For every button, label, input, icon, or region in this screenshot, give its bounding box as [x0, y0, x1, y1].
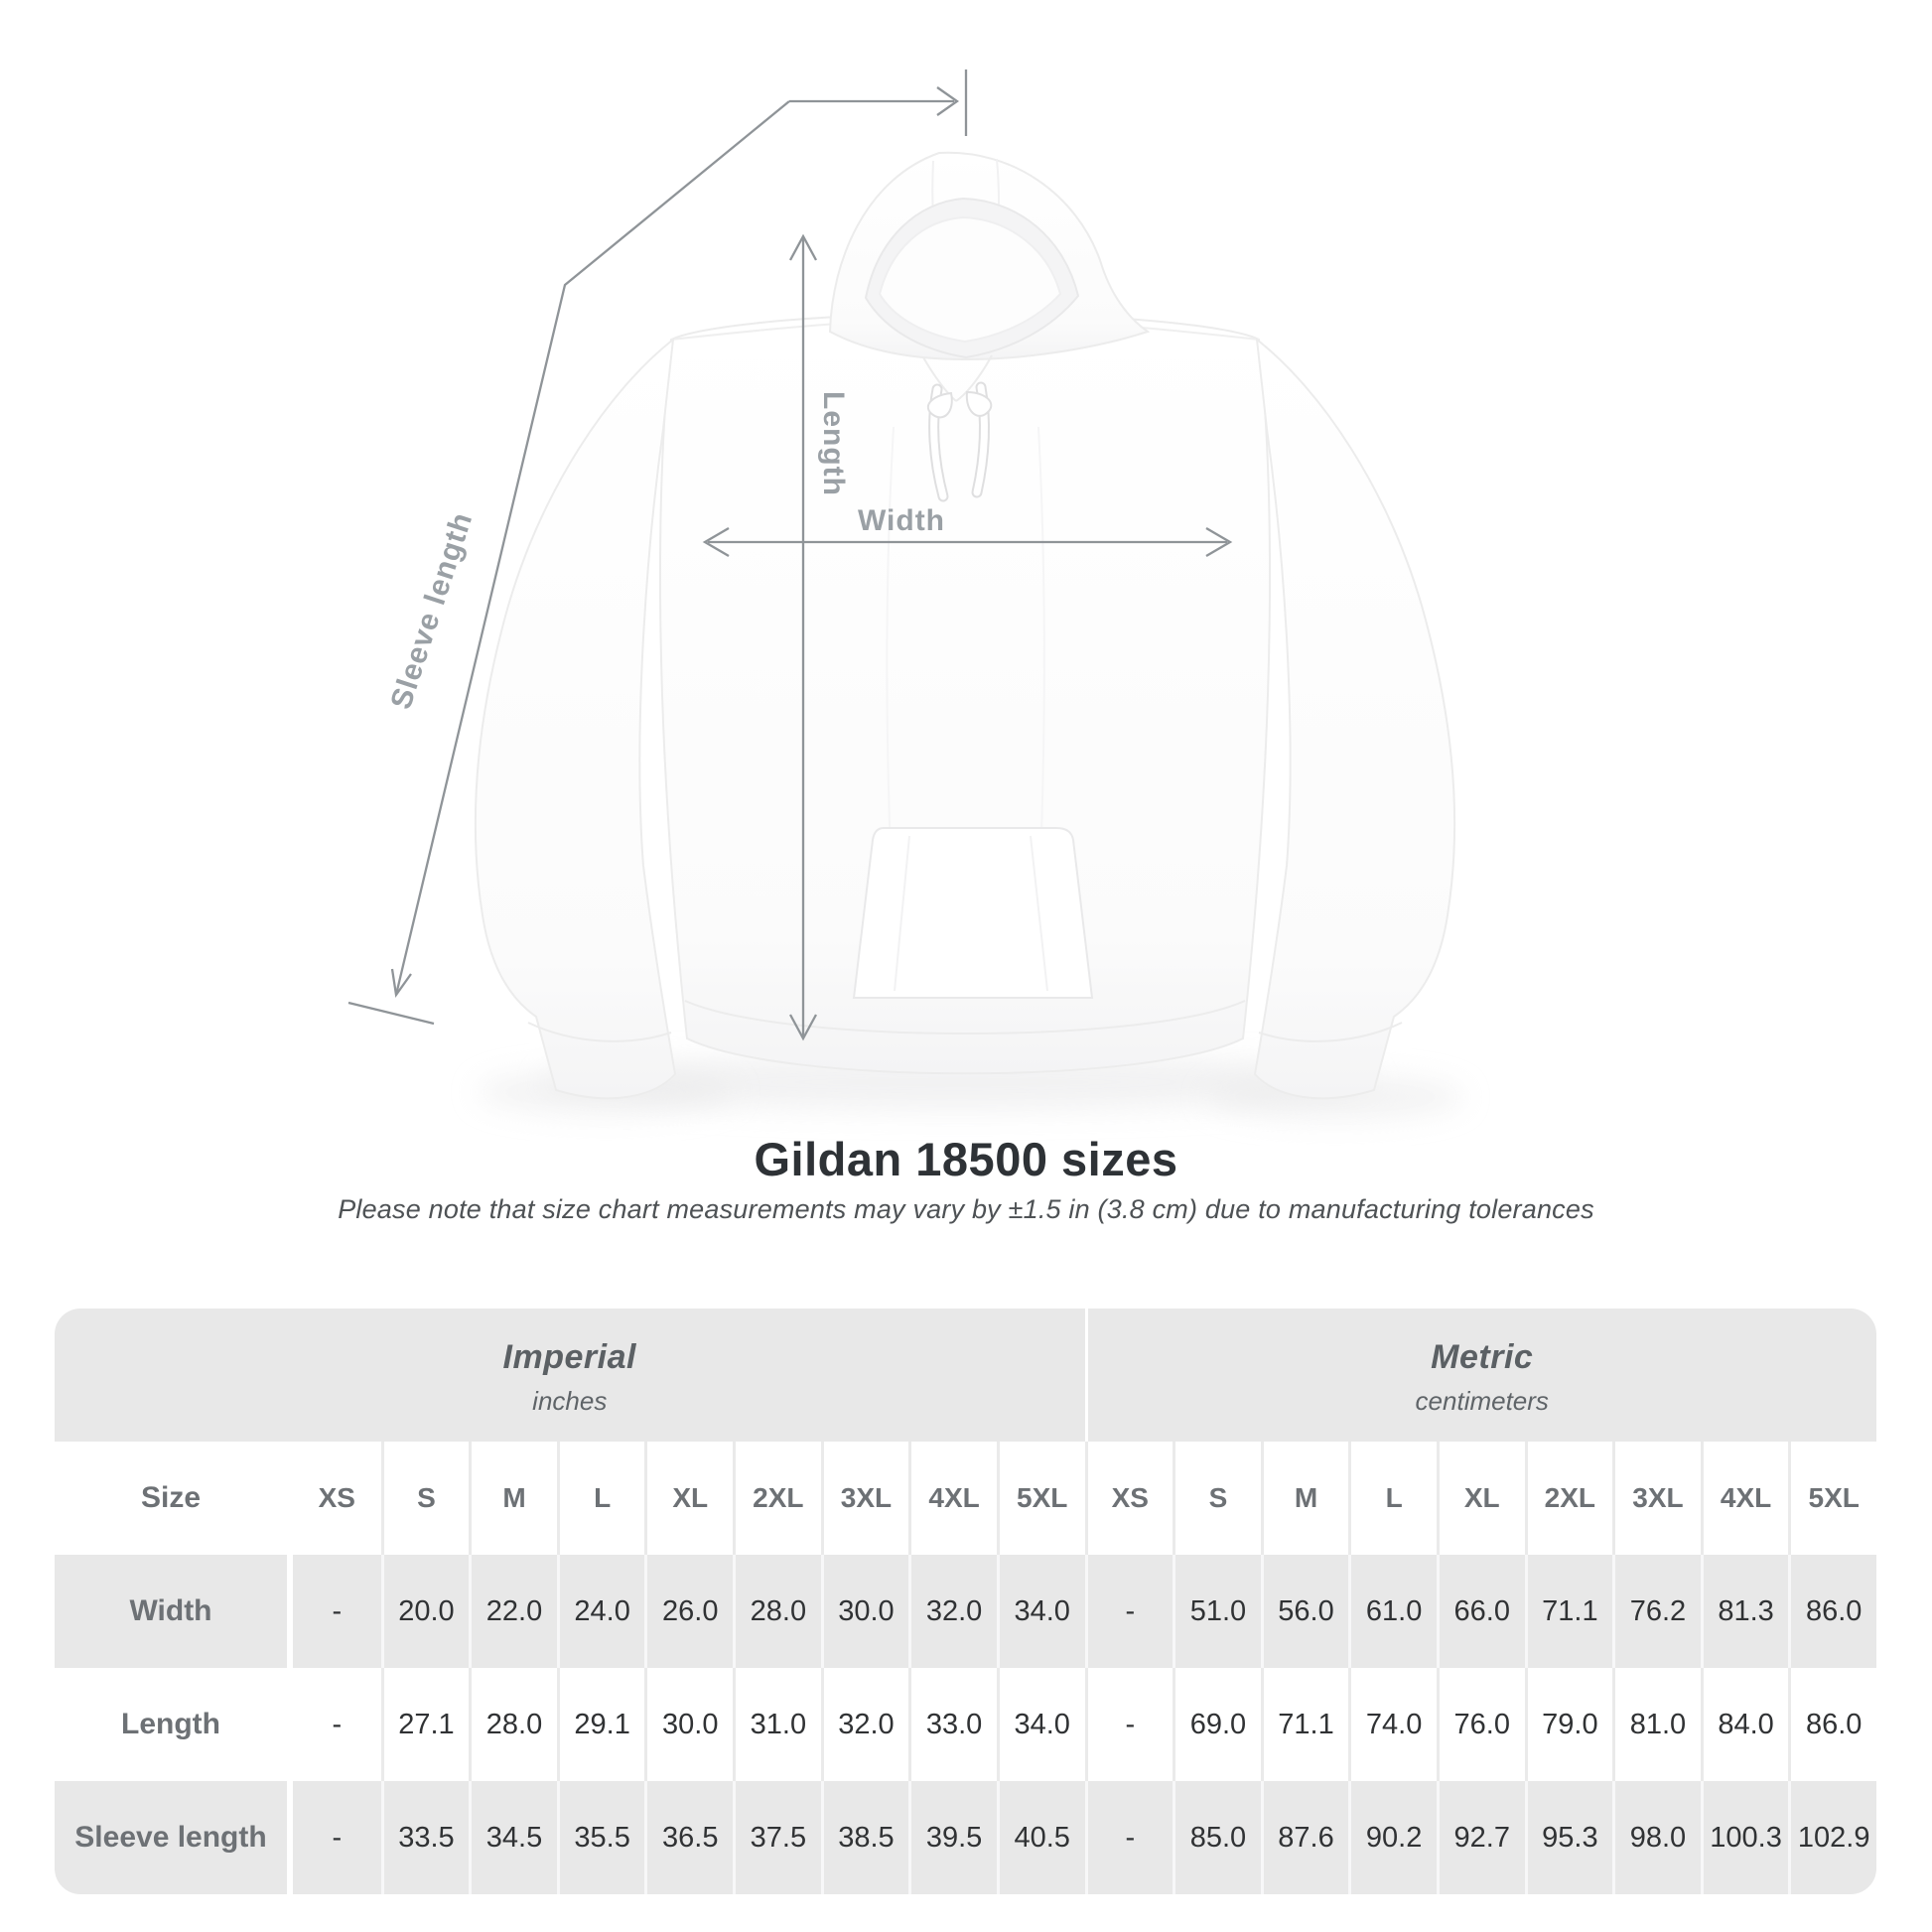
value-cell: 32.0	[908, 1555, 997, 1668]
sleeve-length-measure-label: Sleeve length	[384, 507, 480, 714]
value-cell: 86.0	[1788, 1555, 1876, 1668]
value-cell: 81.3	[1701, 1555, 1789, 1668]
value-cell: 76.2	[1612, 1555, 1701, 1668]
value-cell: -	[1085, 1781, 1173, 1894]
value-cell: 71.1	[1525, 1555, 1613, 1668]
unit-title: Metric	[1431, 1337, 1534, 1376]
header-cell: M	[1261, 1442, 1349, 1555]
value-cell: 61.0	[1348, 1555, 1437, 1668]
value-cell: 28.0	[469, 1668, 557, 1781]
value-cell: 92.7	[1437, 1781, 1525, 1894]
value-cell: 90.2	[1348, 1781, 1437, 1894]
value-cell: 24.0	[557, 1555, 645, 1668]
value-cell: -	[293, 1555, 381, 1668]
value-cell: 102.9	[1788, 1781, 1876, 1894]
header-cell: XS	[293, 1442, 381, 1555]
value-cell: 74.0	[1348, 1668, 1437, 1781]
value-cell: 85.0	[1173, 1781, 1261, 1894]
value-cell: 87.6	[1261, 1781, 1349, 1894]
value-cell: 66.0	[1437, 1555, 1525, 1668]
width-measure-label: Width	[857, 504, 946, 537]
row-label: Length	[55, 1668, 287, 1781]
kangaroo-pocket	[854, 828, 1092, 998]
value-cell: 34.0	[997, 1555, 1085, 1668]
value-cell: 30.0	[821, 1555, 909, 1668]
value-cell: 36.5	[644, 1781, 733, 1894]
value-cell: 84.0	[1701, 1668, 1789, 1781]
value-cell: 79.0	[1525, 1668, 1613, 1781]
value-cell: 69.0	[1173, 1668, 1261, 1781]
table-row-length	[55, 1668, 1876, 1781]
value-cell: 27.1	[381, 1668, 470, 1781]
unit-group-imperial	[55, 1309, 1085, 1442]
header-cell: S	[1173, 1442, 1261, 1555]
value-cell: 98.0	[1612, 1781, 1701, 1894]
header-cell: M	[469, 1442, 557, 1555]
value-cell: 95.3	[1525, 1781, 1613, 1894]
value-cell: 39.5	[908, 1781, 997, 1894]
header-cell: 2XL	[733, 1442, 821, 1555]
value-cell: 38.5	[821, 1781, 909, 1894]
value-cell: 51.0	[1173, 1555, 1261, 1668]
length-measure-label: Length	[817, 391, 850, 496]
value-cell: 71.1	[1261, 1668, 1349, 1781]
unit-sublabel: inches	[532, 1385, 608, 1416]
unit-title: Imperial	[502, 1337, 636, 1376]
value-cell: 76.0	[1437, 1668, 1525, 1781]
value-cell: 86.0	[1788, 1668, 1876, 1781]
row-label: Sleeve length	[55, 1781, 287, 1894]
value-cell: 31.0	[733, 1668, 821, 1781]
value-cell: 35.5	[557, 1781, 645, 1894]
size-column-header: Size	[55, 1442, 287, 1555]
value-cell: -	[293, 1668, 381, 1781]
unit-group-metric	[1085, 1309, 1877, 1442]
header-cell: 3XL	[1612, 1442, 1701, 1555]
header-cell: XL	[644, 1442, 733, 1555]
header-cell: L	[1348, 1442, 1437, 1555]
value-cell: 26.0	[644, 1555, 733, 1668]
header-cell: L	[557, 1442, 645, 1555]
header-cell: 4XL	[908, 1442, 997, 1555]
value-cell: 81.0	[1612, 1668, 1701, 1781]
value-cell: 32.0	[821, 1668, 909, 1781]
unit-band	[55, 1309, 1876, 1442]
table-row-width	[55, 1555, 1876, 1668]
sleeve-end-tick-bottom	[348, 1003, 434, 1024]
table-header-row	[55, 1442, 1876, 1555]
header-cell: 3XL	[821, 1442, 909, 1555]
value-cell: 34.5	[469, 1781, 557, 1894]
header-cell: 4XL	[1701, 1442, 1789, 1555]
value-cell: 22.0	[469, 1555, 557, 1668]
value-cell: 30.0	[644, 1668, 733, 1781]
value-cell: 40.5	[997, 1781, 1085, 1894]
value-cell: 28.0	[733, 1555, 821, 1668]
value-cell: 100.3	[1701, 1781, 1789, 1894]
header-cell: 5XL	[1788, 1442, 1876, 1555]
value-cell: 20.0	[381, 1555, 470, 1668]
value-cell: 33.0	[908, 1668, 997, 1781]
value-cell: 37.5	[733, 1781, 821, 1894]
header-cell: 2XL	[1525, 1442, 1613, 1555]
value-cell: 29.1	[557, 1668, 645, 1781]
size-table	[55, 1309, 1876, 1894]
value-cell: 33.5	[381, 1781, 470, 1894]
tolerance-note: Please note that size chart measurements may vary by ±1.5 in (3.8 cm) due to manufacturing tolerances	[338, 1194, 1594, 1224]
row-label: Width	[55, 1555, 287, 1668]
value-cell: -	[293, 1781, 381, 1894]
header-cell: XS	[1085, 1442, 1173, 1555]
value-cell: -	[1085, 1668, 1173, 1781]
value-cell: -	[1085, 1555, 1173, 1668]
table-row-sleeve-length	[55, 1781, 1876, 1894]
unit-sublabel: centimeters	[1415, 1385, 1549, 1416]
page-title: Gildan 18500 sizes	[754, 1133, 1178, 1185]
header-cell: 5XL	[997, 1442, 1085, 1555]
value-cell: 34.0	[997, 1668, 1085, 1781]
header-cell: S	[381, 1442, 470, 1555]
header-cell: XL	[1437, 1442, 1525, 1555]
value-cell: 56.0	[1261, 1555, 1349, 1668]
